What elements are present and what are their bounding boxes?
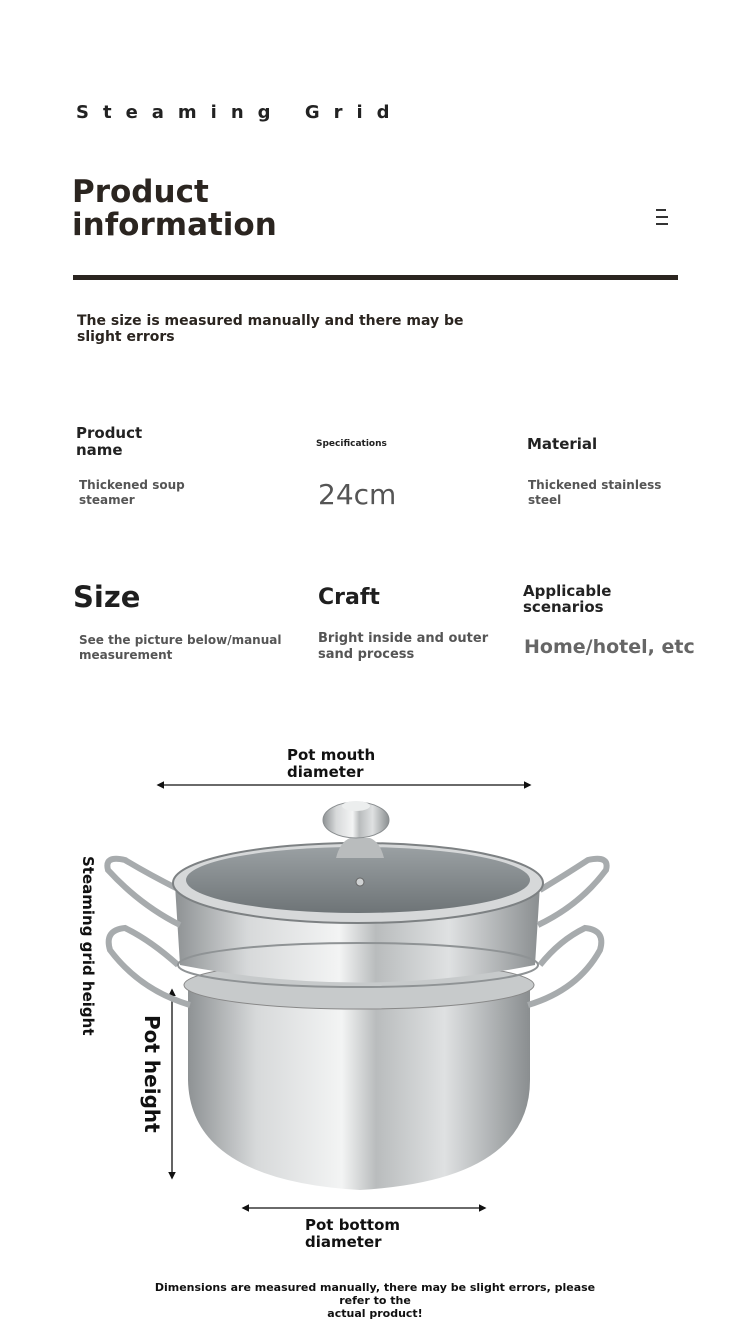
title-line1: Product bbox=[72, 174, 209, 210]
pot-bottom-line1: Pot bottom bbox=[305, 1216, 401, 1234]
scenarios-label-line2: scenarios bbox=[523, 598, 604, 616]
craft-label: Craft bbox=[318, 585, 380, 610]
scenarios-label-line1: Applicable bbox=[523, 582, 612, 600]
size-value-line1: See the picture below/manual bbox=[79, 633, 282, 647]
footer-line1: Dimensions are measured manually, there may be slight errors, please refer to the bbox=[154, 1281, 596, 1307]
product-name-label-line1: Product bbox=[76, 424, 143, 442]
specifications-value: 24cm bbox=[318, 478, 397, 511]
product-name-value-line2: steamer bbox=[79, 493, 135, 507]
specifications-label: Specifications bbox=[316, 439, 387, 449]
footer-disclaimer bbox=[140, 1281, 610, 1320]
footer-line2: actual product! bbox=[327, 1307, 423, 1320]
pot-height-label: Pot height bbox=[140, 1015, 164, 1133]
size-label: Size bbox=[73, 580, 141, 614]
pot-body bbox=[188, 985, 530, 1190]
material-value-line2: steel bbox=[528, 493, 562, 507]
material-label: Material bbox=[527, 435, 598, 453]
product-name-label-line2: name bbox=[76, 441, 123, 459]
material-value-line1: Thickened stainless bbox=[528, 478, 662, 492]
title-line2: information bbox=[72, 207, 277, 243]
pot-mouth-line2: diameter bbox=[287, 763, 364, 781]
scenarios-value: Home/hotel, etc bbox=[524, 636, 695, 658]
product-name-value-line1: Thickened soup bbox=[79, 478, 185, 492]
measurement-note: The size is measured manually and there may be slight errors bbox=[77, 313, 464, 345]
pot-bottom-line2: diameter bbox=[305, 1233, 382, 1251]
size-value-line2: measurement bbox=[79, 648, 173, 662]
pot-mouth-line1: Pot mouth bbox=[287, 746, 376, 764]
craft-value-line1: Bright inside and outer bbox=[318, 631, 489, 646]
craft-value-line2: sand process bbox=[318, 647, 415, 662]
kicker-title: Steaming Grid bbox=[76, 102, 404, 123]
steaming-grid-height-label: Steaming grid height bbox=[79, 856, 97, 1036]
